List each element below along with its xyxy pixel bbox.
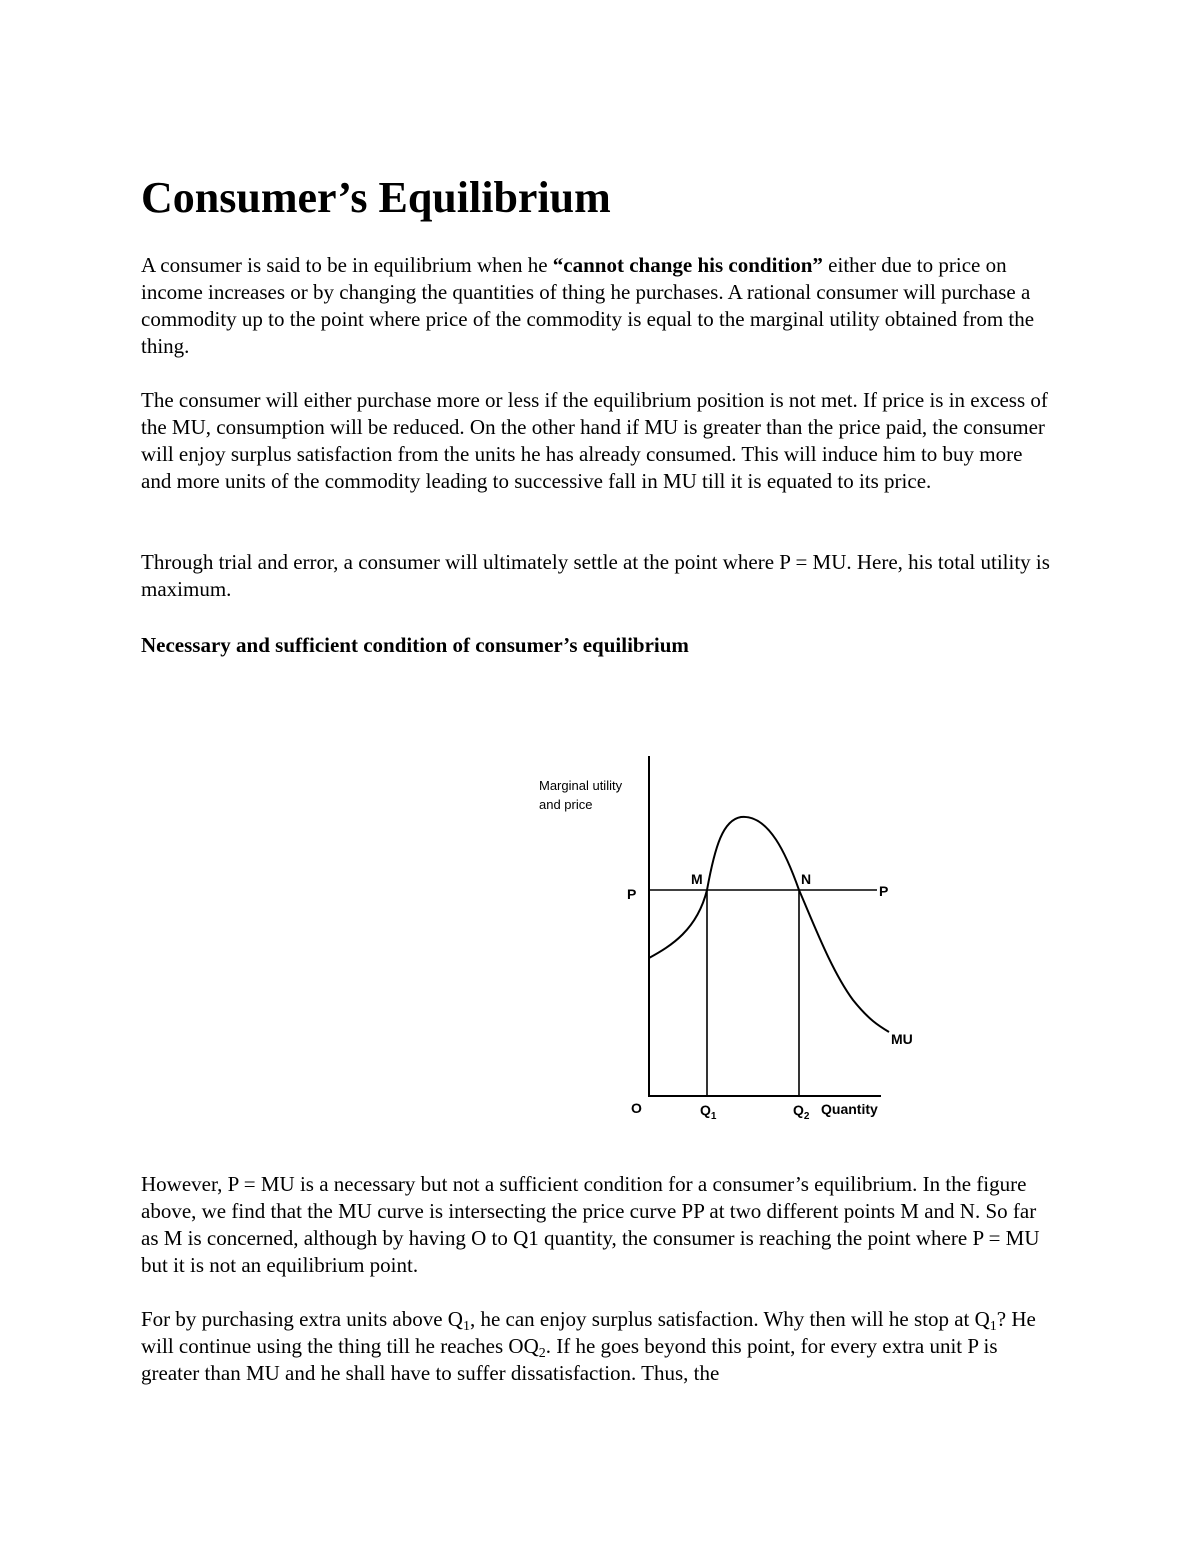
mu-price-diagram-svg bbox=[531, 750, 931, 1130]
point-m-label: M bbox=[691, 871, 703, 887]
paragraph-sufficient-condition bbox=[141, 1306, 1056, 1387]
paragraph-sufficient-sub-2: 1 bbox=[989, 1319, 997, 1334]
paragraph-trial-error: Through trial and error, a consumer will ultimately settle at the point where P = MU. Here, his total utility is maximum. bbox=[141, 550, 1050, 601]
paragraph-sufficient-text-2: , he can enjoy surplus satisfaction. Why then will he stop at Q bbox=[469, 1307, 990, 1331]
price-label-right: P bbox=[879, 883, 889, 899]
q1-label bbox=[700, 1102, 717, 1122]
paragraph-sufficient-text-4: . If he goes beyond this point, for every extra unit P is greater than MU and he shall have to suffer dissatisfaction. Thus, the bbox=[141, 1334, 998, 1385]
paragraph-sufficient-sub-3: 2 bbox=[538, 1346, 546, 1361]
page-title: Consumer’s Equilibrium bbox=[141, 173, 611, 222]
q1-label-letter: Q bbox=[700, 1102, 711, 1118]
paragraph-sufficient-text-3: ? He will continue using the thing till he reaches OQ bbox=[141, 1307, 1036, 1358]
section-subheading: Necessary and sufficient condition of consumer’s equilibrium bbox=[141, 633, 689, 657]
paragraph-sufficient-sub-1: 1 bbox=[462, 1319, 470, 1334]
q1-label-subscript: 1 bbox=[710, 1111, 717, 1122]
mu-curve-label: MU bbox=[891, 1031, 913, 1047]
q2-label-subscript: 2 bbox=[803, 1111, 810, 1122]
x-axis-label: Quantity bbox=[821, 1101, 878, 1117]
paragraph-definition bbox=[141, 252, 1056, 360]
paragraph-definition-text-start: A consumer is said to be in equilibrium when he bbox=[141, 253, 553, 277]
paragraph-necessary-condition: However, P = MU is a necessary but not a sufficient condition for a consumer’s equilibrium. In the figure above, we find that the MU curve is intersecting the price curve PP at two different points M and N. So far as M is concerned, although by having O to Q1 quantity, the consumer is reaching the point where P = MU but it is not an equilibrium point. bbox=[141, 1172, 1040, 1277]
mu-price-diagram bbox=[531, 750, 931, 1130]
paragraph-disequilibrium: The consumer will either purchase more or less if the equilibrium position is not met. If price is in excess of the MU, consumption will be reduced. On the other hand if MU is greater than the price paid, the consumer will enjoy surplus satisfaction from the units he has already consumed. This will induce him to buy more and more units of the commodity leading to successive fall in MU till it is equated to its price. bbox=[141, 388, 1048, 493]
paragraph-definition-emphasis: “cannot change his condition” bbox=[552, 253, 823, 277]
y-axis-label-line2: and price bbox=[539, 797, 593, 812]
q2-label bbox=[793, 1102, 810, 1122]
y-axis-label-line1: Marginal utility bbox=[539, 778, 623, 793]
paragraph-sufficient-text-1: For by purchasing extra units above Q bbox=[141, 1307, 463, 1331]
price-label-left: P bbox=[627, 886, 637, 902]
mu-curve bbox=[649, 817, 889, 1032]
q2-label-letter: Q bbox=[793, 1102, 804, 1118]
paragraph-definition-text-end: either due to price on income increases or by changing the quantities of thing he purchases. A rational consumer will purchase a commodity up to the point where price of the commodity is equal to the marginal utility obtained from the thing. bbox=[141, 253, 1035, 358]
point-n-label: N bbox=[801, 871, 812, 887]
origin-label: O bbox=[631, 1100, 642, 1116]
